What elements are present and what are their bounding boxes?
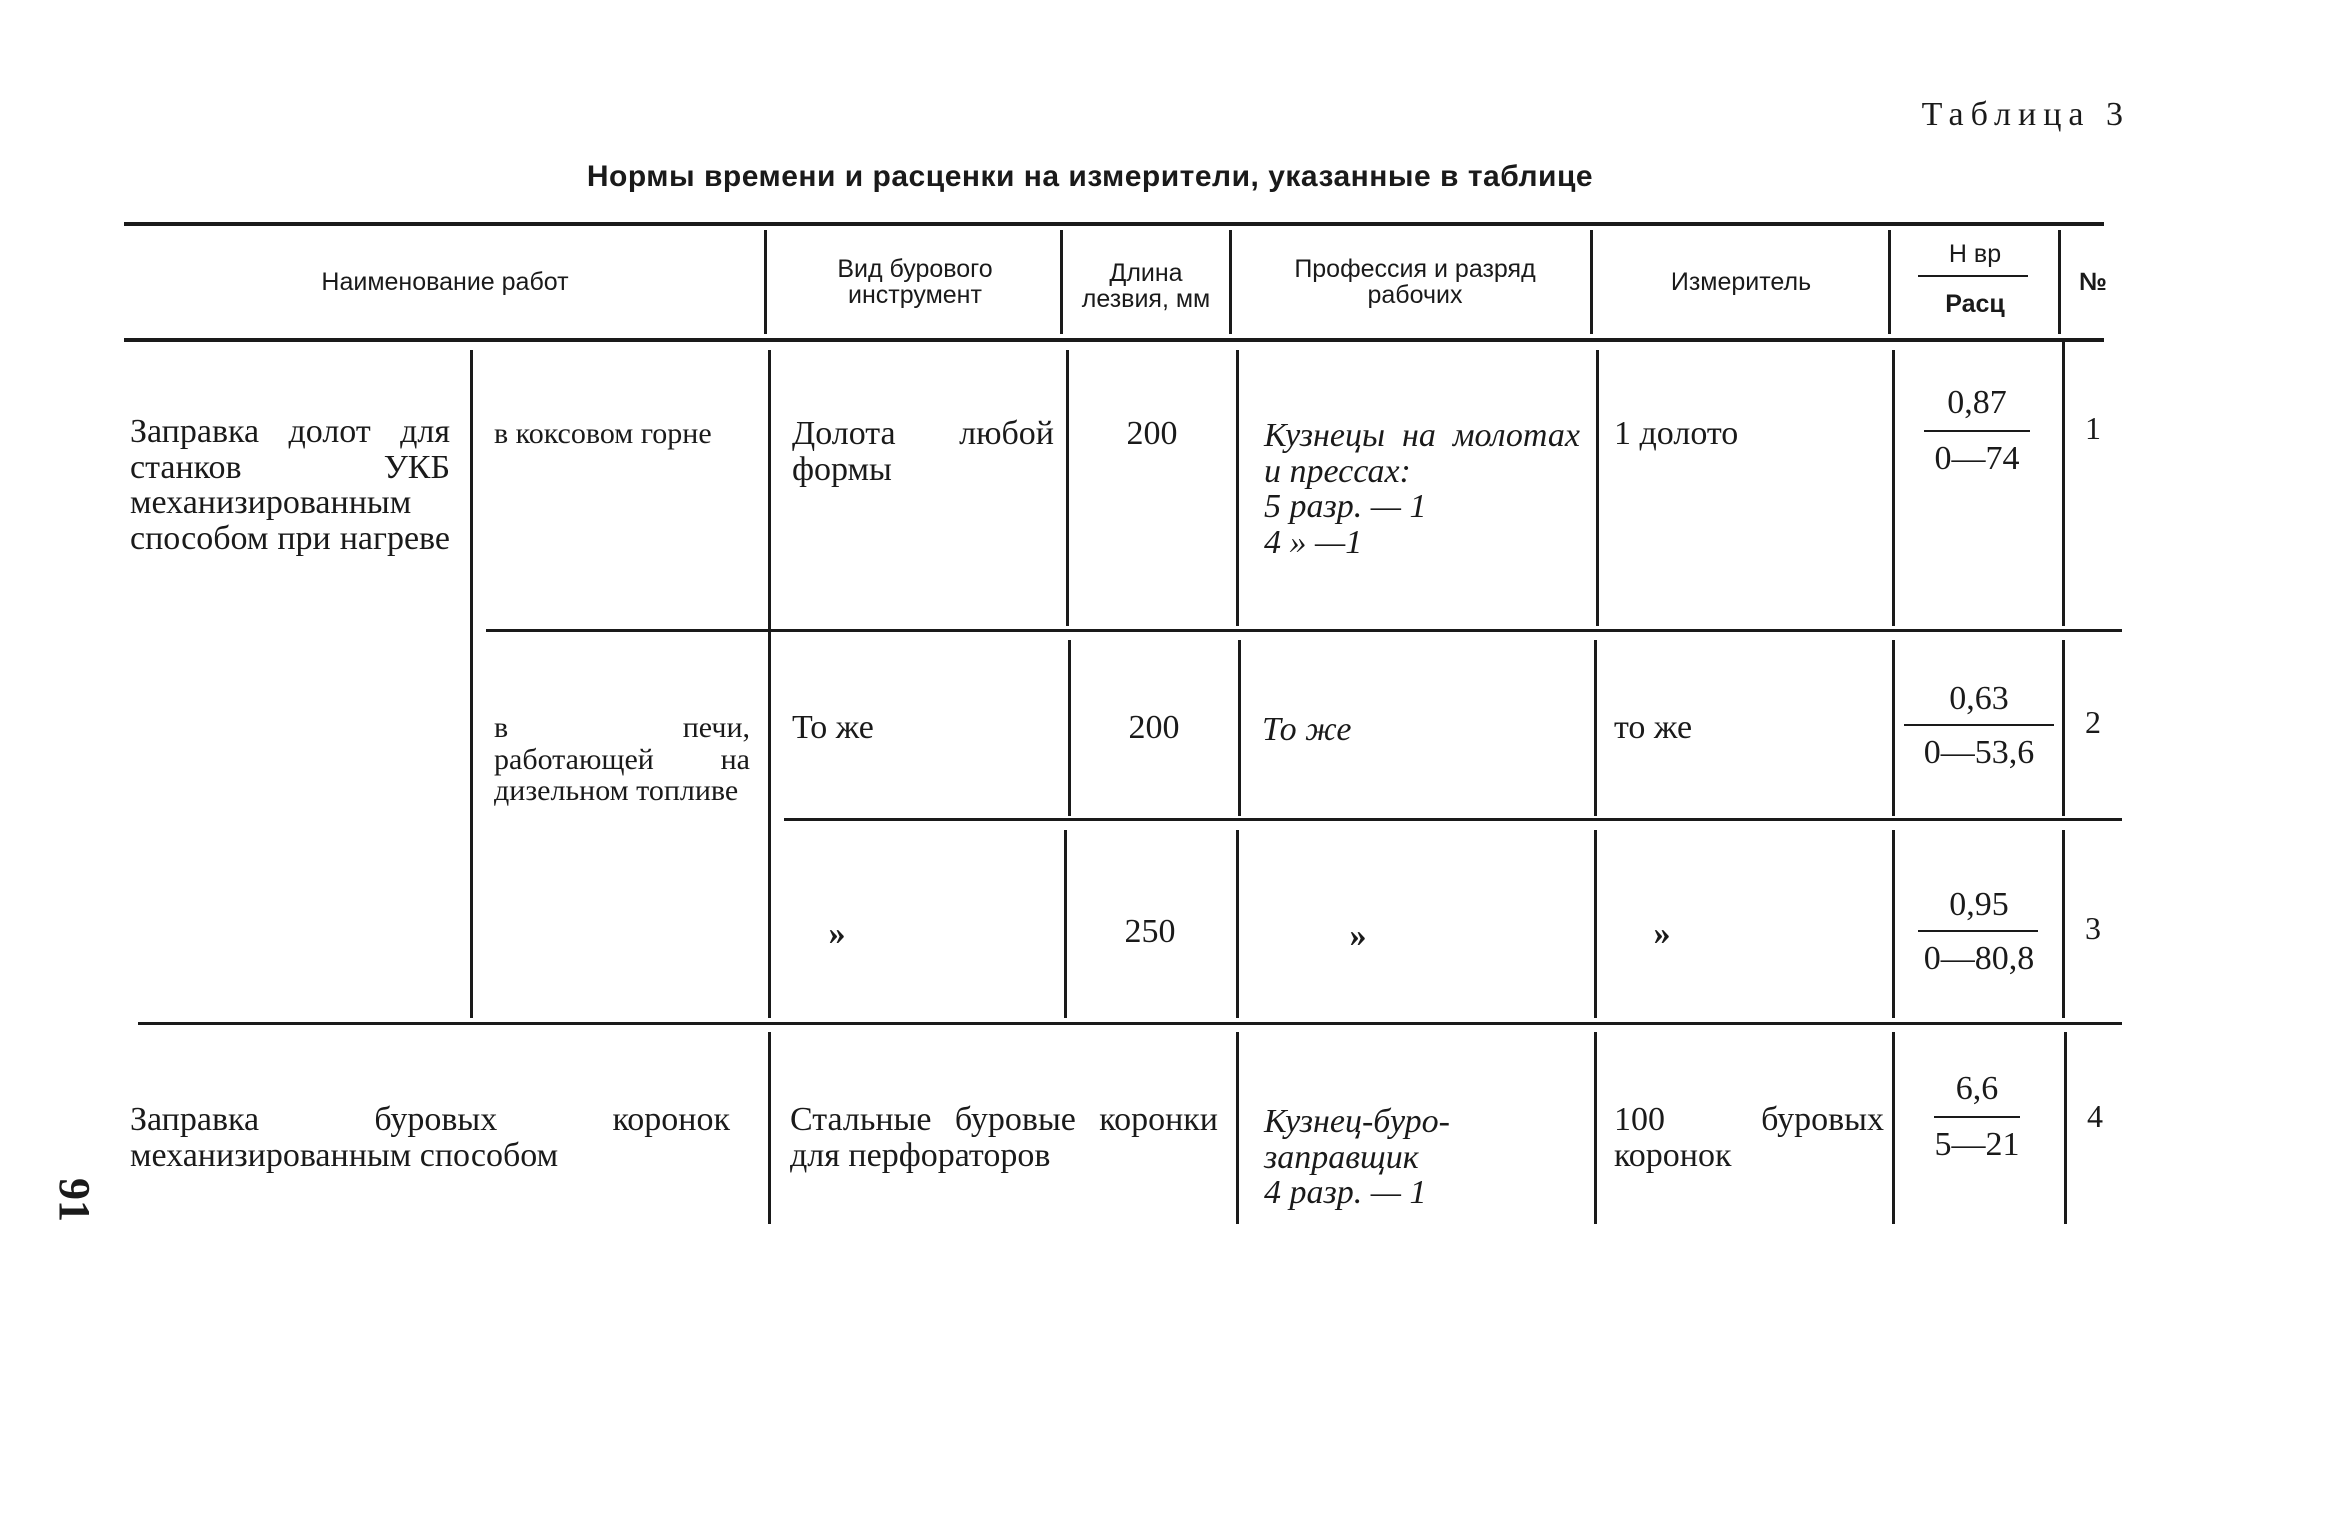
rate-value: 5—21 (1934, 1126, 2020, 1163)
col-sep (2062, 342, 2065, 626)
meter-cell: 100 буровых коронок (1614, 1101, 1884, 1174)
page-number: 91 (50, 1178, 99, 1222)
header-time-norm: Н вр (1948, 239, 2002, 268)
col-sep (1238, 640, 1241, 816)
row-divider-1 (486, 629, 2122, 632)
col-sep (1892, 830, 1895, 1018)
header-work-name: Наименование работ (321, 267, 569, 296)
header-col-sep (1060, 230, 1063, 334)
meter-cell: то же (1614, 709, 1693, 746)
header-number: № (2079, 267, 2107, 296)
col-sep (1236, 350, 1239, 626)
header-fraction-bar (1918, 275, 2028, 277)
profession-cell (1264, 1104, 1580, 1211)
col-sep (1068, 640, 1071, 816)
length-cell: 250 (1124, 913, 1176, 950)
time-norm-value: 0,87 (1947, 384, 2007, 421)
profession-cell (1264, 418, 1580, 561)
fraction-bar (1934, 1116, 2020, 1118)
header-profession: Профессия и разряд рабочих (1294, 254, 1536, 309)
profession-line: 4 » —1 (1264, 524, 1363, 562)
profession-cell: То же (1262, 711, 1352, 748)
rate-value: 0—74 (1934, 440, 2020, 477)
header-col-sep (1888, 230, 1891, 334)
length-cell: 200 (1126, 415, 1178, 452)
col-sep (1236, 830, 1239, 1018)
col-sep (1594, 830, 1597, 1018)
table-title: Нормы времени и расценки на измерители, указанные в таблице (586, 160, 1594, 193)
row-number-cell: 3 (2085, 910, 2101, 946)
meter-cell: » (1653, 915, 1671, 952)
time-norm-value: 0,63 (1949, 680, 2009, 717)
time-norm-value: 0,95 (1949, 886, 2009, 923)
profession-line: Кузнецы на молотах и прессах: (1264, 417, 1580, 490)
tool-cell: » (828, 915, 846, 952)
col-sep (1892, 350, 1895, 626)
col-sep (470, 350, 473, 1018)
work-name-cell: Заправка буровых коронок механизированным способом (130, 1101, 730, 1174)
col-sep (2064, 1032, 2067, 1224)
header-blade-length: Длина лезвия, мм (1081, 258, 1211, 313)
tool-cell: Долота любой формы (792, 415, 1054, 488)
header-col-sep (2058, 230, 2061, 334)
header-bottom-rule (124, 338, 2104, 342)
row-number-cell: 4 (2087, 1098, 2103, 1134)
col-sep (1892, 640, 1895, 816)
profession-line: Кузнец-буро- (1264, 1103, 1450, 1140)
col-sep (2062, 640, 2065, 816)
header-col-sep (1229, 230, 1232, 334)
tool-cell: То же (792, 709, 874, 746)
header-tool-type: Вид бурового инструмент (837, 254, 993, 309)
col-sep (1594, 640, 1597, 816)
fraction-bar (1918, 930, 2038, 932)
col-sep (2062, 830, 2065, 1018)
row-divider-2 (784, 818, 2122, 821)
profession-line: заправщик (1264, 1138, 1419, 1176)
col-sep (1594, 1032, 1597, 1224)
profession-line: 5 разр. — 1 (1264, 488, 1427, 526)
col-sep (1064, 830, 1067, 1018)
rate-value: 0—53,6 (1923, 734, 2035, 771)
table-number-label: Таблица 3 (1921, 96, 2130, 133)
col-sep (1236, 1032, 1239, 1224)
col-sep (1596, 350, 1599, 626)
fraction-bar (1924, 430, 2030, 432)
header-top-rule (124, 222, 2104, 226)
header-rate: Расц (1945, 289, 2005, 318)
col-sep (768, 350, 771, 1018)
row-number-cell: 1 (2085, 410, 2101, 446)
col-sep (1892, 1032, 1895, 1224)
method-cell: в коксовом горне (494, 417, 712, 450)
meter-cell: 1 долото (1614, 415, 1739, 452)
time-norm-value: 6,6 (1955, 1070, 1999, 1107)
profession-cell: » (1349, 917, 1367, 954)
header-col-sep (764, 230, 767, 334)
method-cell: в печи, работающей на дизельном топливе (494, 711, 750, 807)
section-divider (138, 1022, 2122, 1025)
tool-cell: Стальные буровые коронки для перфораторов (790, 1101, 1218, 1174)
fraction-bar (1904, 724, 2054, 726)
header-meter: Измеритель (1670, 267, 1812, 296)
rate-value: 0—80,8 (1923, 940, 2035, 977)
col-sep (1066, 350, 1069, 626)
length-cell: 200 (1128, 709, 1180, 746)
col-sep (768, 1032, 771, 1224)
profession-line: 4 разр. — 1 (1264, 1174, 1427, 1212)
work-name-cell: Заправка долот для станков УКБ механизированным способом при нагреве (130, 413, 450, 558)
header-col-sep (1590, 230, 1593, 334)
row-number-cell: 2 (2085, 704, 2101, 740)
